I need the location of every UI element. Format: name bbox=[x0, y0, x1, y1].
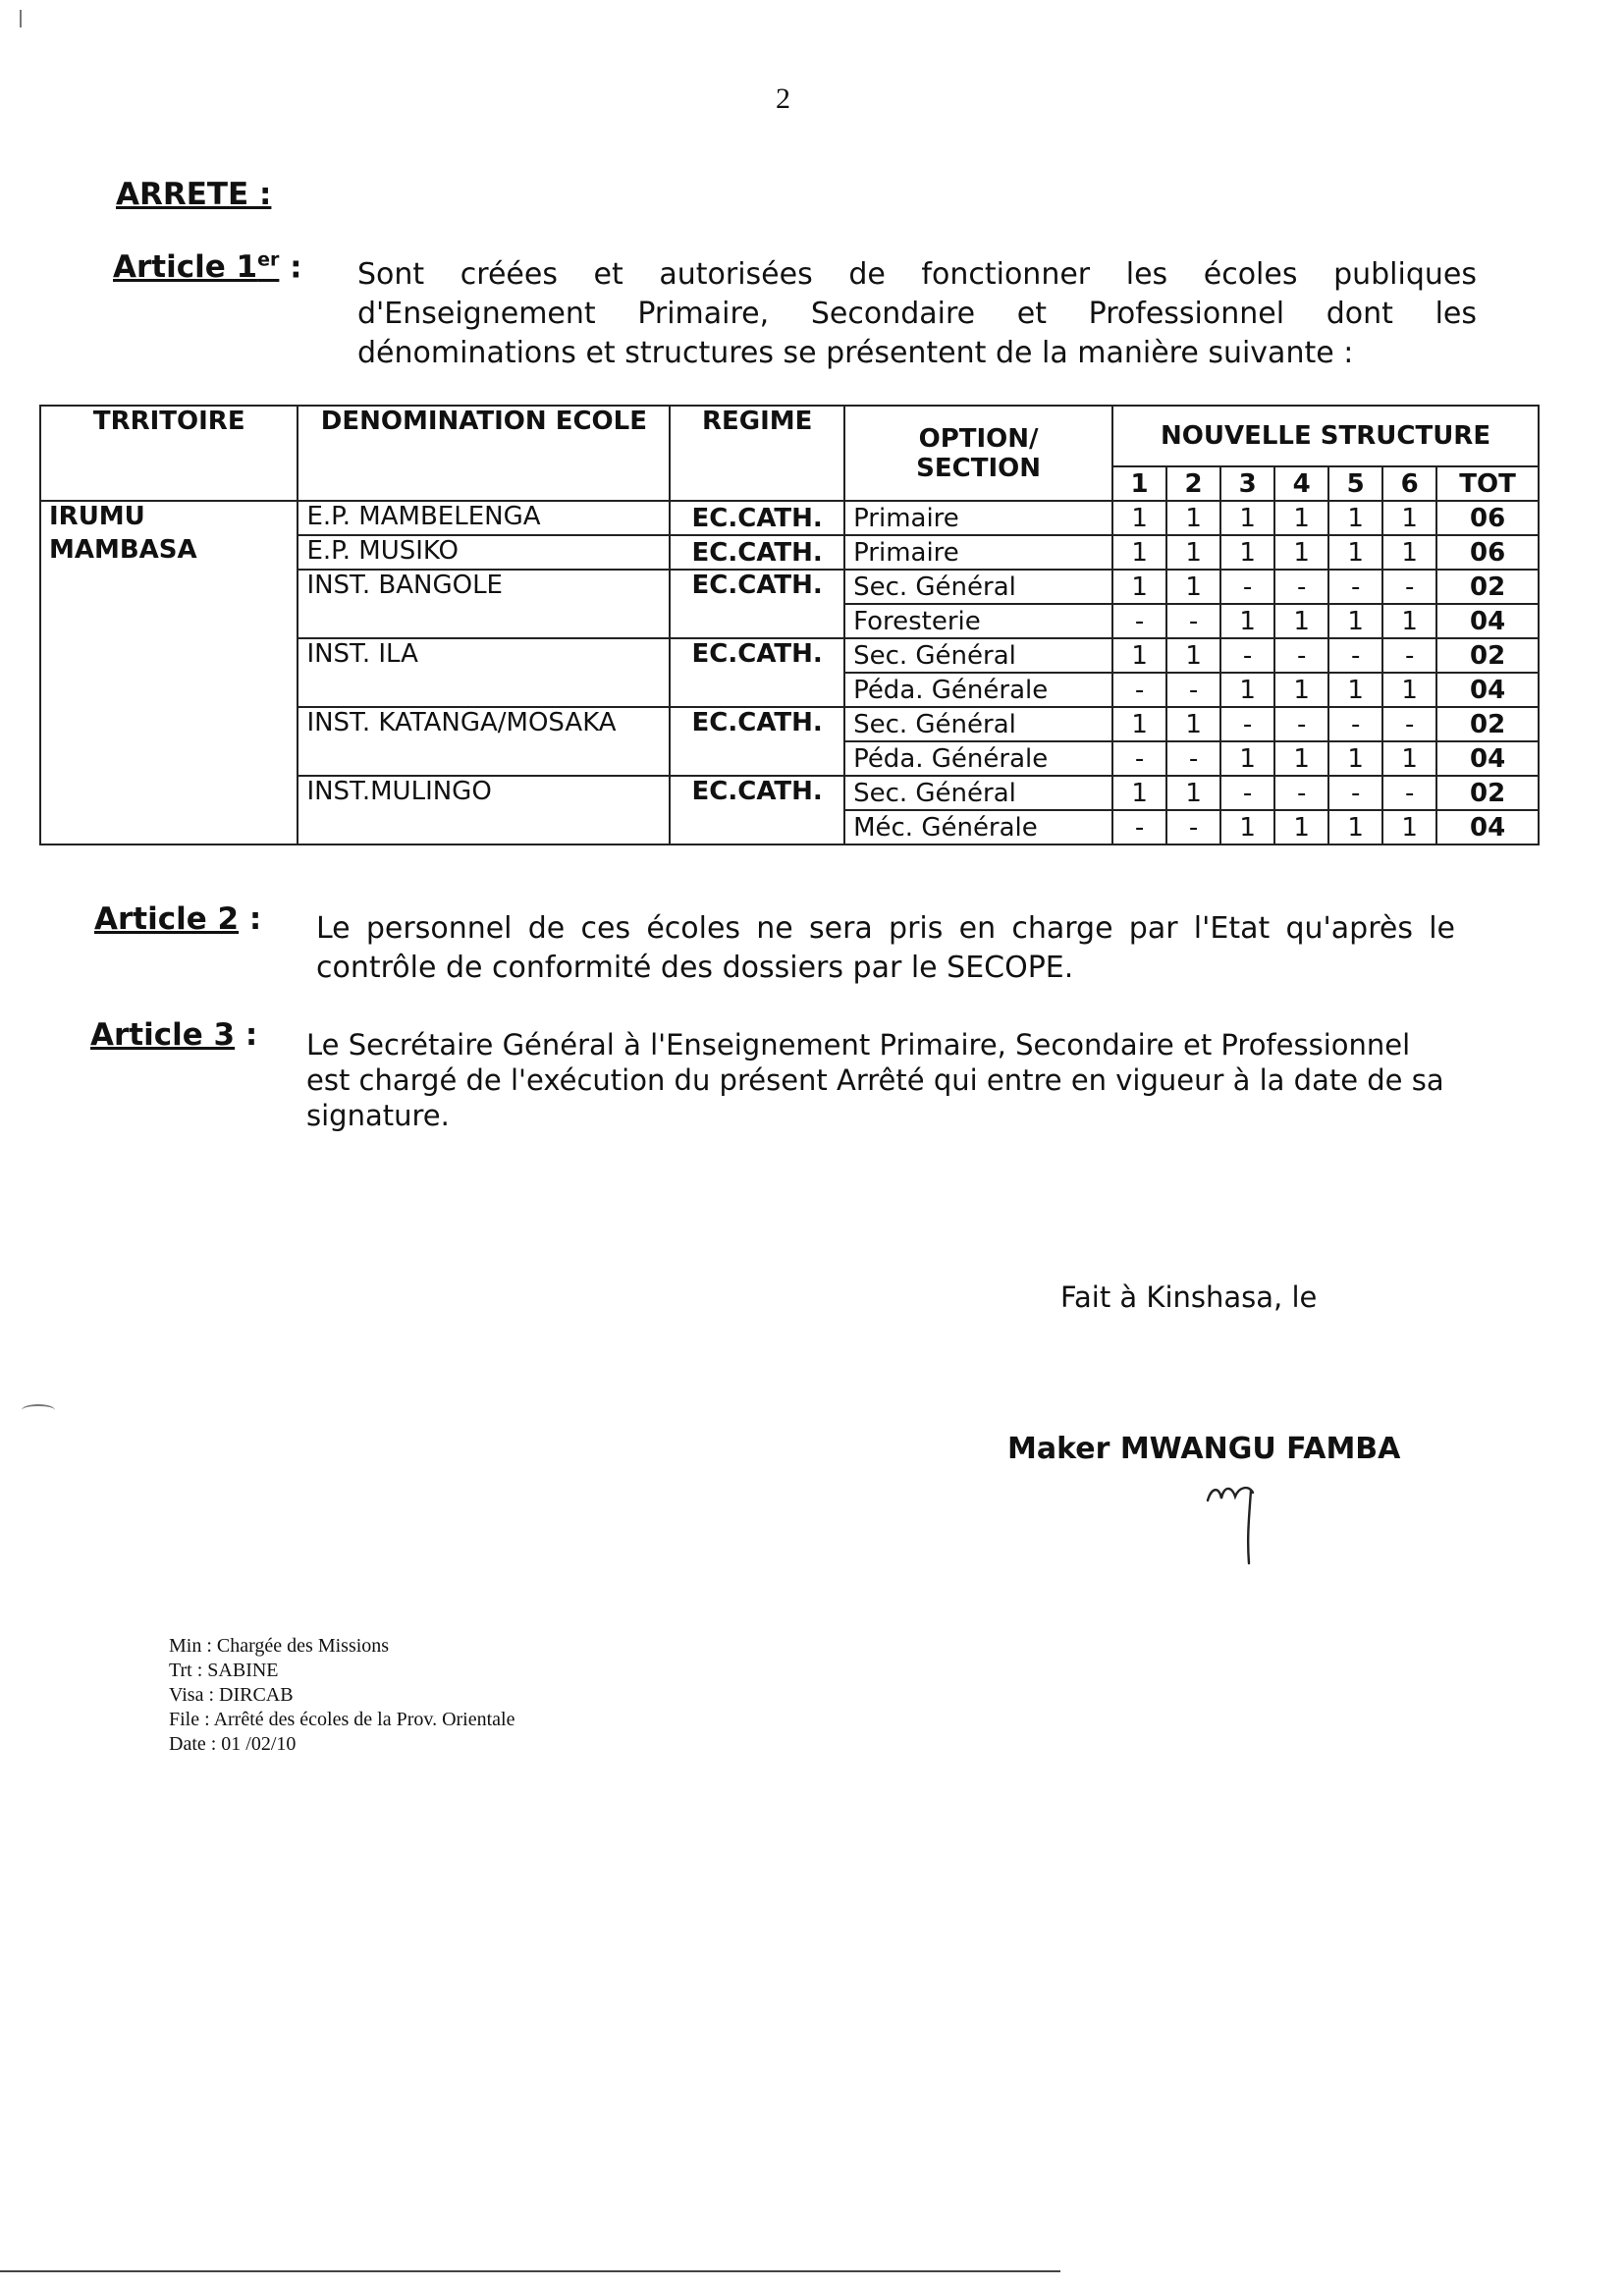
header-territoire: TRRITOIRE bbox=[40, 406, 298, 501]
signer-name: Maker MWANGU FAMBA bbox=[1007, 1432, 1401, 1466]
value-cell: 1 bbox=[1274, 535, 1328, 570]
place-date: Fait à Kinshasa, le bbox=[1060, 1280, 1318, 1314]
total-cell: 06 bbox=[1436, 501, 1539, 535]
header-col-2: 2 bbox=[1166, 466, 1220, 501]
article-2-label bbox=[94, 901, 261, 937]
value-cell: 1 bbox=[1328, 604, 1382, 638]
value-cell: - bbox=[1220, 570, 1274, 604]
value-cell: - bbox=[1166, 604, 1220, 638]
value-cell: - bbox=[1112, 604, 1166, 638]
article-1-label-text: Article 1 bbox=[113, 249, 258, 286]
value-cell: - bbox=[1166, 673, 1220, 707]
value-cell: 1 bbox=[1166, 535, 1220, 570]
header-col-3: 3 bbox=[1220, 466, 1274, 501]
value-cell: 1 bbox=[1166, 570, 1220, 604]
value-cell: 1 bbox=[1112, 707, 1166, 741]
arrete-heading: ARRETE : bbox=[116, 177, 272, 212]
article-1-label-sup: er bbox=[257, 249, 280, 271]
value-cell: 1 bbox=[1382, 535, 1436, 570]
article-1-label bbox=[113, 249, 302, 285]
school-regime: EC.CATH. bbox=[670, 535, 844, 570]
article-2-colon: : bbox=[239, 901, 262, 937]
territory-cell: MAMBASA bbox=[40, 535, 298, 844]
value-cell: - bbox=[1166, 741, 1220, 776]
table-header bbox=[40, 406, 1539, 501]
table-row bbox=[40, 535, 1539, 570]
value-cell: 1 bbox=[1328, 535, 1382, 570]
section-option: Sec. Général bbox=[844, 776, 1112, 810]
value-cell: 1 bbox=[1220, 604, 1274, 638]
footer-notes bbox=[169, 1634, 514, 1757]
schools-table bbox=[39, 405, 1540, 845]
header-denomination: DENOMINATION ECOLE bbox=[298, 406, 670, 501]
school-regime: EC.CATH. bbox=[670, 707, 844, 776]
article-2-label-text: Article 2 bbox=[94, 901, 240, 937]
value-cell: - bbox=[1166, 810, 1220, 844]
value-cell: 1 bbox=[1220, 810, 1274, 844]
value-cell: - bbox=[1220, 707, 1274, 741]
total-cell: 04 bbox=[1436, 741, 1539, 776]
value-cell: 1 bbox=[1382, 673, 1436, 707]
total-cell: 02 bbox=[1436, 570, 1539, 604]
scan-mark bbox=[20, 10, 22, 27]
value-cell: 1 bbox=[1220, 673, 1274, 707]
section-option: Péda. Générale bbox=[844, 741, 1112, 776]
article-3-colon: : bbox=[235, 1017, 258, 1053]
value-cell: 1 bbox=[1112, 570, 1166, 604]
value-cell: - bbox=[1220, 776, 1274, 810]
table-body bbox=[40, 501, 1539, 844]
header-col-6: 6 bbox=[1382, 466, 1436, 501]
school-regime: EC.CATH. bbox=[670, 570, 844, 638]
value-cell: - bbox=[1328, 707, 1382, 741]
value-cell: - bbox=[1328, 570, 1382, 604]
value-cell: - bbox=[1382, 707, 1436, 741]
total-cell: 04 bbox=[1436, 604, 1539, 638]
value-cell: - bbox=[1112, 741, 1166, 776]
value-cell: 1 bbox=[1382, 810, 1436, 844]
value-cell: - bbox=[1382, 638, 1436, 673]
section-option: Sec. Général bbox=[844, 570, 1112, 604]
footer-line: File : Arrêté des écoles de la Prov. Orientale bbox=[169, 1709, 515, 1730]
value-cell: 1 bbox=[1382, 501, 1436, 535]
header-option: OPTION/ SECTION bbox=[844, 406, 1112, 501]
header-col-5: 5 bbox=[1328, 466, 1382, 501]
value-cell: 1 bbox=[1382, 604, 1436, 638]
value-cell: 1 bbox=[1166, 501, 1220, 535]
value-cell: 1 bbox=[1274, 810, 1328, 844]
header-col-tot: TOT bbox=[1436, 466, 1539, 501]
value-cell: 1 bbox=[1112, 535, 1166, 570]
header-regime: REGIME bbox=[670, 406, 844, 501]
value-cell: - bbox=[1274, 707, 1328, 741]
header-col-1: 1 bbox=[1112, 466, 1166, 501]
value-cell: 1 bbox=[1328, 673, 1382, 707]
footer-line: Min : Chargée des Missions bbox=[169, 1635, 390, 1657]
value-cell: - bbox=[1112, 810, 1166, 844]
article-1-text: Sont créées et autorisées de fonctionner les écoles publiques d'Enseignement Primaire, Secondaire et Professionnel dont les dénominations et structures se présentent de la manière suivante : bbox=[357, 257, 1477, 370]
value-cell: 1 bbox=[1274, 741, 1328, 776]
total-cell: 02 bbox=[1436, 707, 1539, 741]
value-cell: 1 bbox=[1220, 501, 1274, 535]
school-name: E.P. MAMBELENGA bbox=[298, 501, 670, 535]
header-structure: NOUVELLE STRUCTURE bbox=[1112, 406, 1539, 466]
value-cell: - bbox=[1382, 776, 1436, 810]
value-cell: - bbox=[1328, 638, 1382, 673]
value-cell: 1 bbox=[1220, 741, 1274, 776]
value-cell: 1 bbox=[1274, 673, 1328, 707]
value-cell: 1 bbox=[1328, 810, 1382, 844]
footer-line: Date : 01 /02/10 bbox=[169, 1733, 297, 1755]
section-option: Sec. Général bbox=[844, 707, 1112, 741]
article-3-label bbox=[90, 1017, 257, 1053]
table-header-row bbox=[40, 406, 1539, 466]
total-cell: 04 bbox=[1436, 810, 1539, 844]
value-cell: - bbox=[1112, 673, 1166, 707]
section-option: Primaire bbox=[844, 501, 1112, 535]
footer-line: Visa : DIRCAB bbox=[169, 1684, 294, 1706]
school-name: INST. BANGOLE bbox=[298, 570, 670, 638]
total-cell: 02 bbox=[1436, 776, 1539, 810]
value-cell: 1 bbox=[1328, 501, 1382, 535]
section-option: Méc. Générale bbox=[844, 810, 1112, 844]
school-name: INST.MULINGO bbox=[298, 776, 670, 844]
page-number: 2 bbox=[776, 82, 790, 115]
value-cell: - bbox=[1274, 638, 1328, 673]
section-option: Péda. Générale bbox=[844, 673, 1112, 707]
table-row bbox=[40, 501, 1539, 535]
school-regime: EC.CATH. bbox=[670, 501, 844, 535]
value-cell: - bbox=[1382, 570, 1436, 604]
footer-line: Trt : SABINE bbox=[169, 1660, 279, 1681]
total-cell: 02 bbox=[1436, 638, 1539, 673]
value-cell: 1 bbox=[1166, 776, 1220, 810]
value-cell: 1 bbox=[1274, 501, 1328, 535]
school-regime: EC.CATH. bbox=[670, 776, 844, 844]
territory-cell: IRUMU bbox=[40, 501, 298, 535]
margin-mark bbox=[22, 1404, 55, 1416]
value-cell: 1 bbox=[1112, 776, 1166, 810]
handwritten-signature bbox=[1204, 1479, 1272, 1571]
value-cell: - bbox=[1274, 570, 1328, 604]
value-cell: 1 bbox=[1112, 501, 1166, 535]
section-option: Sec. Général bbox=[844, 638, 1112, 673]
value-cell: 1 bbox=[1112, 638, 1166, 673]
section-option: Primaire bbox=[844, 535, 1112, 570]
value-cell: 1 bbox=[1220, 535, 1274, 570]
value-cell: - bbox=[1328, 776, 1382, 810]
article-3-label-text: Article 3 bbox=[90, 1017, 236, 1053]
value-cell: 1 bbox=[1382, 741, 1436, 776]
total-cell: 04 bbox=[1436, 673, 1539, 707]
value-cell: - bbox=[1274, 776, 1328, 810]
value-cell: 1 bbox=[1166, 707, 1220, 741]
school-name: E.P. MUSIKO bbox=[298, 535, 670, 570]
total-cell: 06 bbox=[1436, 535, 1539, 570]
value-cell: 1 bbox=[1166, 638, 1220, 673]
school-name: INST. ILA bbox=[298, 638, 670, 707]
value-cell: - bbox=[1220, 638, 1274, 673]
article-1-colon: : bbox=[279, 249, 302, 286]
school-name: INST. KATANGA/MOSAKA bbox=[298, 707, 670, 776]
section-option: Foresterie bbox=[844, 604, 1112, 638]
school-regime: EC.CATH. bbox=[670, 638, 844, 707]
value-cell: 1 bbox=[1274, 604, 1328, 638]
header-col-4: 4 bbox=[1274, 466, 1328, 501]
article-3-text: Le Secrétaire Général à l'Enseignement Primaire, Secondaire et Professionnel est chargé de l'exécution du présent Arrêté qui entre en vigueur à la date de sa signature. bbox=[306, 1028, 1444, 1132]
bottom-rule bbox=[0, 2270, 1060, 2272]
article-2-text: Le personnel de ces écoles ne sera pris en charge par l'Etat qu'après le contrôle de conformité des dossiers par le SECOPE. bbox=[316, 911, 1455, 985]
value-cell: 1 bbox=[1328, 741, 1382, 776]
